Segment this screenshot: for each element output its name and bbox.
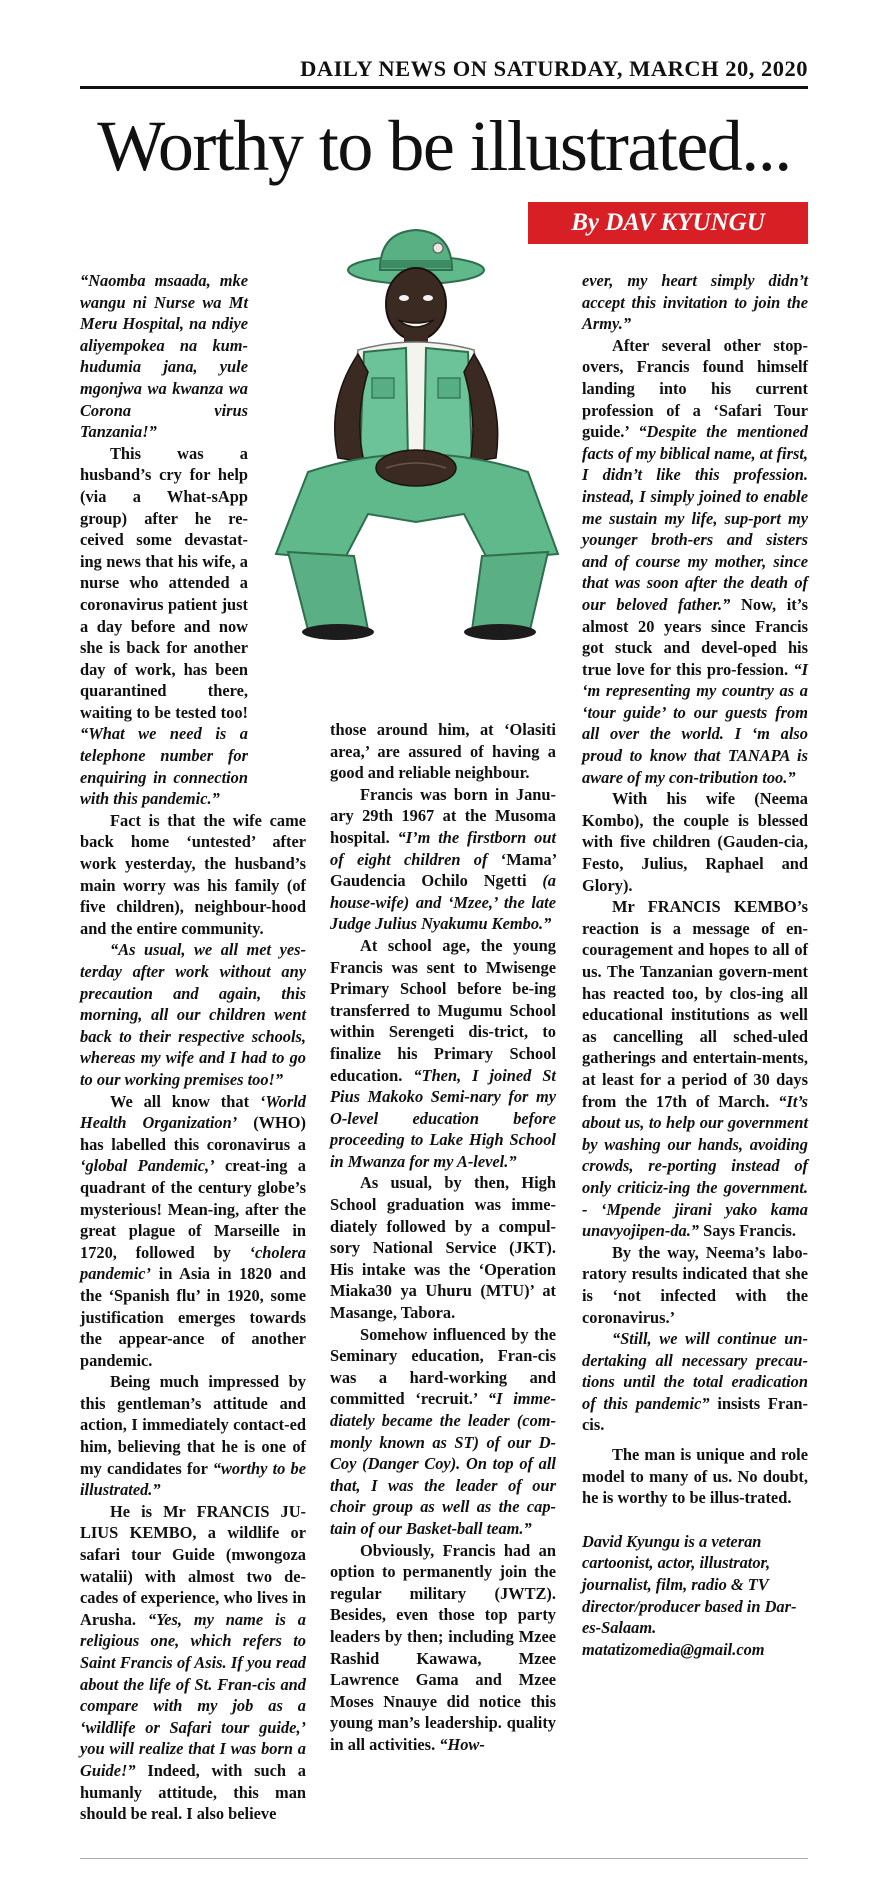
article-paragraph: ever, my heart simply didn’t accept this invitation to join the Army.” xyxy=(582,271,808,334)
byline-banner: By DAV KYUNGU xyxy=(528,202,808,244)
article-column-2 xyxy=(330,719,556,1756)
author-bio: David Kyungu is a veteran cartoonist, actor, illustrator, journalist, film, radio & TV director/producer based in Dar-es-Salaam. matatizomedia@gmail.com xyxy=(582,1531,797,1659)
article-paragraph: “Still, we will continue un-dertaking all necessary precau-tions until the total eradication of this pandemic” insists Fran-cis. xyxy=(582,1329,808,1435)
article-paragraph: This was a husband’s cry for help (via a What-sApp group) after he re-ceived some devastat-ing news that his wife, a nurse who attended a coronavirus patient just a day before and now she is back for another day of work, has been quarantined there, waiting to be tested too! “What we need is a telephone number for enquiring in connection with this pandemic.” xyxy=(80,443,248,809)
article-paragraph: Francis was born in Janu-ary 29th 1967 at the Musoma hospital. “I’m the firstborn out of eight children of ‘Mama’ Gaudencia Ochilo Ngetti (a house-wife) and ‘Mzee,’ the late Judge Julius Nyakumu Kembo.” xyxy=(330,784,557,934)
headline: Worthy to be illustrated... xyxy=(97,106,791,186)
article-paragraph: The man is unique and role model to many of us. No doubt, he is worthy to be illus-trated. xyxy=(582,1445,808,1508)
bottom-rule xyxy=(80,1858,808,1859)
article-paragraph: With his wife (Neema Kombo), the couple is blessed with five children (Gauden-cia, Festo, Julius, Raphael and Glory). xyxy=(582,789,808,895)
article-paragraph: those around him, at ‘Olasiti area,’ are assured of having a good and reliable neighbour. xyxy=(330,720,556,783)
illustration-safari-guide xyxy=(268,222,588,642)
article-paragraph: Fact is that the wife came back home ‘untested’ after work yesterday, the husband’s main worry was his family (of five children), neighbour-hood and the entire community. xyxy=(80,810,306,938)
article-column-3 xyxy=(582,270,808,1660)
opening-quote-swahili: “Naomba msaada, mke wangu ni Nurse wa Mt Meru Hospital, na ndiye aliyempokea na kum-hudumia jana, yule mgonjwa wa kwanza wa Corona virus Tanzania!” xyxy=(80,271,248,442)
article-paragraph: As usual, by then, High School graduation was imme-diately followed by a compul-sory National Service (JKT). His intake was the ‘Operation Miaka30 ya Uhuru (MTU)’ at Masange, Tabora. xyxy=(330,1173,556,1323)
article-paragraph: “As usual, we all met yes-terday after work without any precaution and again, this morning, all our children went back to their respective schools, whereas my wife and I had to go to our working premises too!” xyxy=(80,940,306,1089)
article-paragraph: By the way, Neema’s labo-ratory results indicated that she is ‘not infected with the coronavirus.’ xyxy=(582,1242,808,1327)
article-paragraph: Being much impressed by this gentleman’s attitude and action, I immediately contact-ed him, believing that he is one of my candidates for “worthy to be illustrated.” xyxy=(80,1372,307,1500)
masthead-dateline: DAILY NEWS ON SATURDAY, MARCH 20, 2020 xyxy=(300,56,808,81)
article-paragraph: After several other stop-overs, Francis found himself landing into his current profession of a ‘Safari Tour guide.’ “Despite the mentioned facts of my biblical name, at first, I didn’t like this profession. instead, I simply joined to enable me sustain my life, sup-port my younger broth-ers and sisters and of course my mother, since that was soon after the death of our beloved father.” Now, it’s almost 20 years since Francis got stuck and devel-oped his true love for this pro-fession. “I ‘m representing my country as a ‘tour guide’ to our guests from all over the world. I ‘m also proud to know that TANAPA is aware of my con-tribution too.” xyxy=(582,335,808,787)
article-paragraph: We all know that ‘World Health Organization’ (WHO) has labelled this coronavirus a ‘global Pandemic,’ creat-ing a quadrant of the century globe’s mysterious! Mean-ing, after the great plague of Marseille in 1720, followed by ‘cholera pandemic’ in Asia in 1820 and the ‘Spanish flu’ in 1920, some justification emerges towards the appear-ance of another pandemic. xyxy=(80,1091,306,1370)
article-paragraph: At school age, the young Francis was sent to Mwisenge Primary School before be-ing transferred to Mugumu School within Serengeti dis-trict, to finalize his Primary School education. “Then, I joined St Pius Makoko Semi-nary for my O-level education before proceeding to Lake High School in Mwanza for my A-level.” xyxy=(330,935,556,1171)
article-paragraph: He is Mr FRANCIS JU-LIUS KEMBO, a wildlife or safari tour Guide (mwongoza watalii) with almost two de-cades of experience, who lives in Arusha. “Yes, my name is a religious one, which refers to Saint Francis of Asis. If you read about the life of St. Fran-cis and compare with my job as a ‘wildlife or Safari tour guide,’ you will realize that I was born a Guide!” Indeed, with such a humanly attitude, this man should be real. I also believe xyxy=(80,1501,306,1824)
author-email[interactable]: matatizomedia@gmail.com xyxy=(582,1639,765,1659)
article-column-1 xyxy=(80,270,306,1825)
article-paragraph: Somehow influenced by the Seminary education, Fran-cis was a hard-working and committed ‘recruit.’ “I imme-diately became the leader (com-monly known as ST) of our D-Coy (Danger Coy). On top of all that, I was the leader of our choir group as well as the cap-tain of our Basket-ball team.” xyxy=(330,1324,556,1538)
masthead-rule xyxy=(80,86,808,89)
article-paragraph: Mr FRANCIS KEMBO’s reaction is a message of en-couragement and hopes to all of us. The Tanzanian govern-ment has reacted too, by clos-ing all educational institutions as well as cancelling all sched-uled gatherings and entertain-ments, at least for a period of 30 days from the 17th of March. “It’s about us, to help our government by washing our hands, avoiding crowds, re-porting instead of only criticiz-ing the government. - ‘Mpende jirani yako kama unavyojipen-da.” Says Francis. xyxy=(582,897,808,1241)
article-paragraph: Obviously, Francis had an option to permanently join the regular military (JWTZ). Besides, even those top party leaders by then; including Mzee Rashid Kawawa, Mzee Lawrence Gama and Mzee Moses Nnauye did notice this young man’s leadership. quality in all activities. “How- xyxy=(330,1540,556,1754)
